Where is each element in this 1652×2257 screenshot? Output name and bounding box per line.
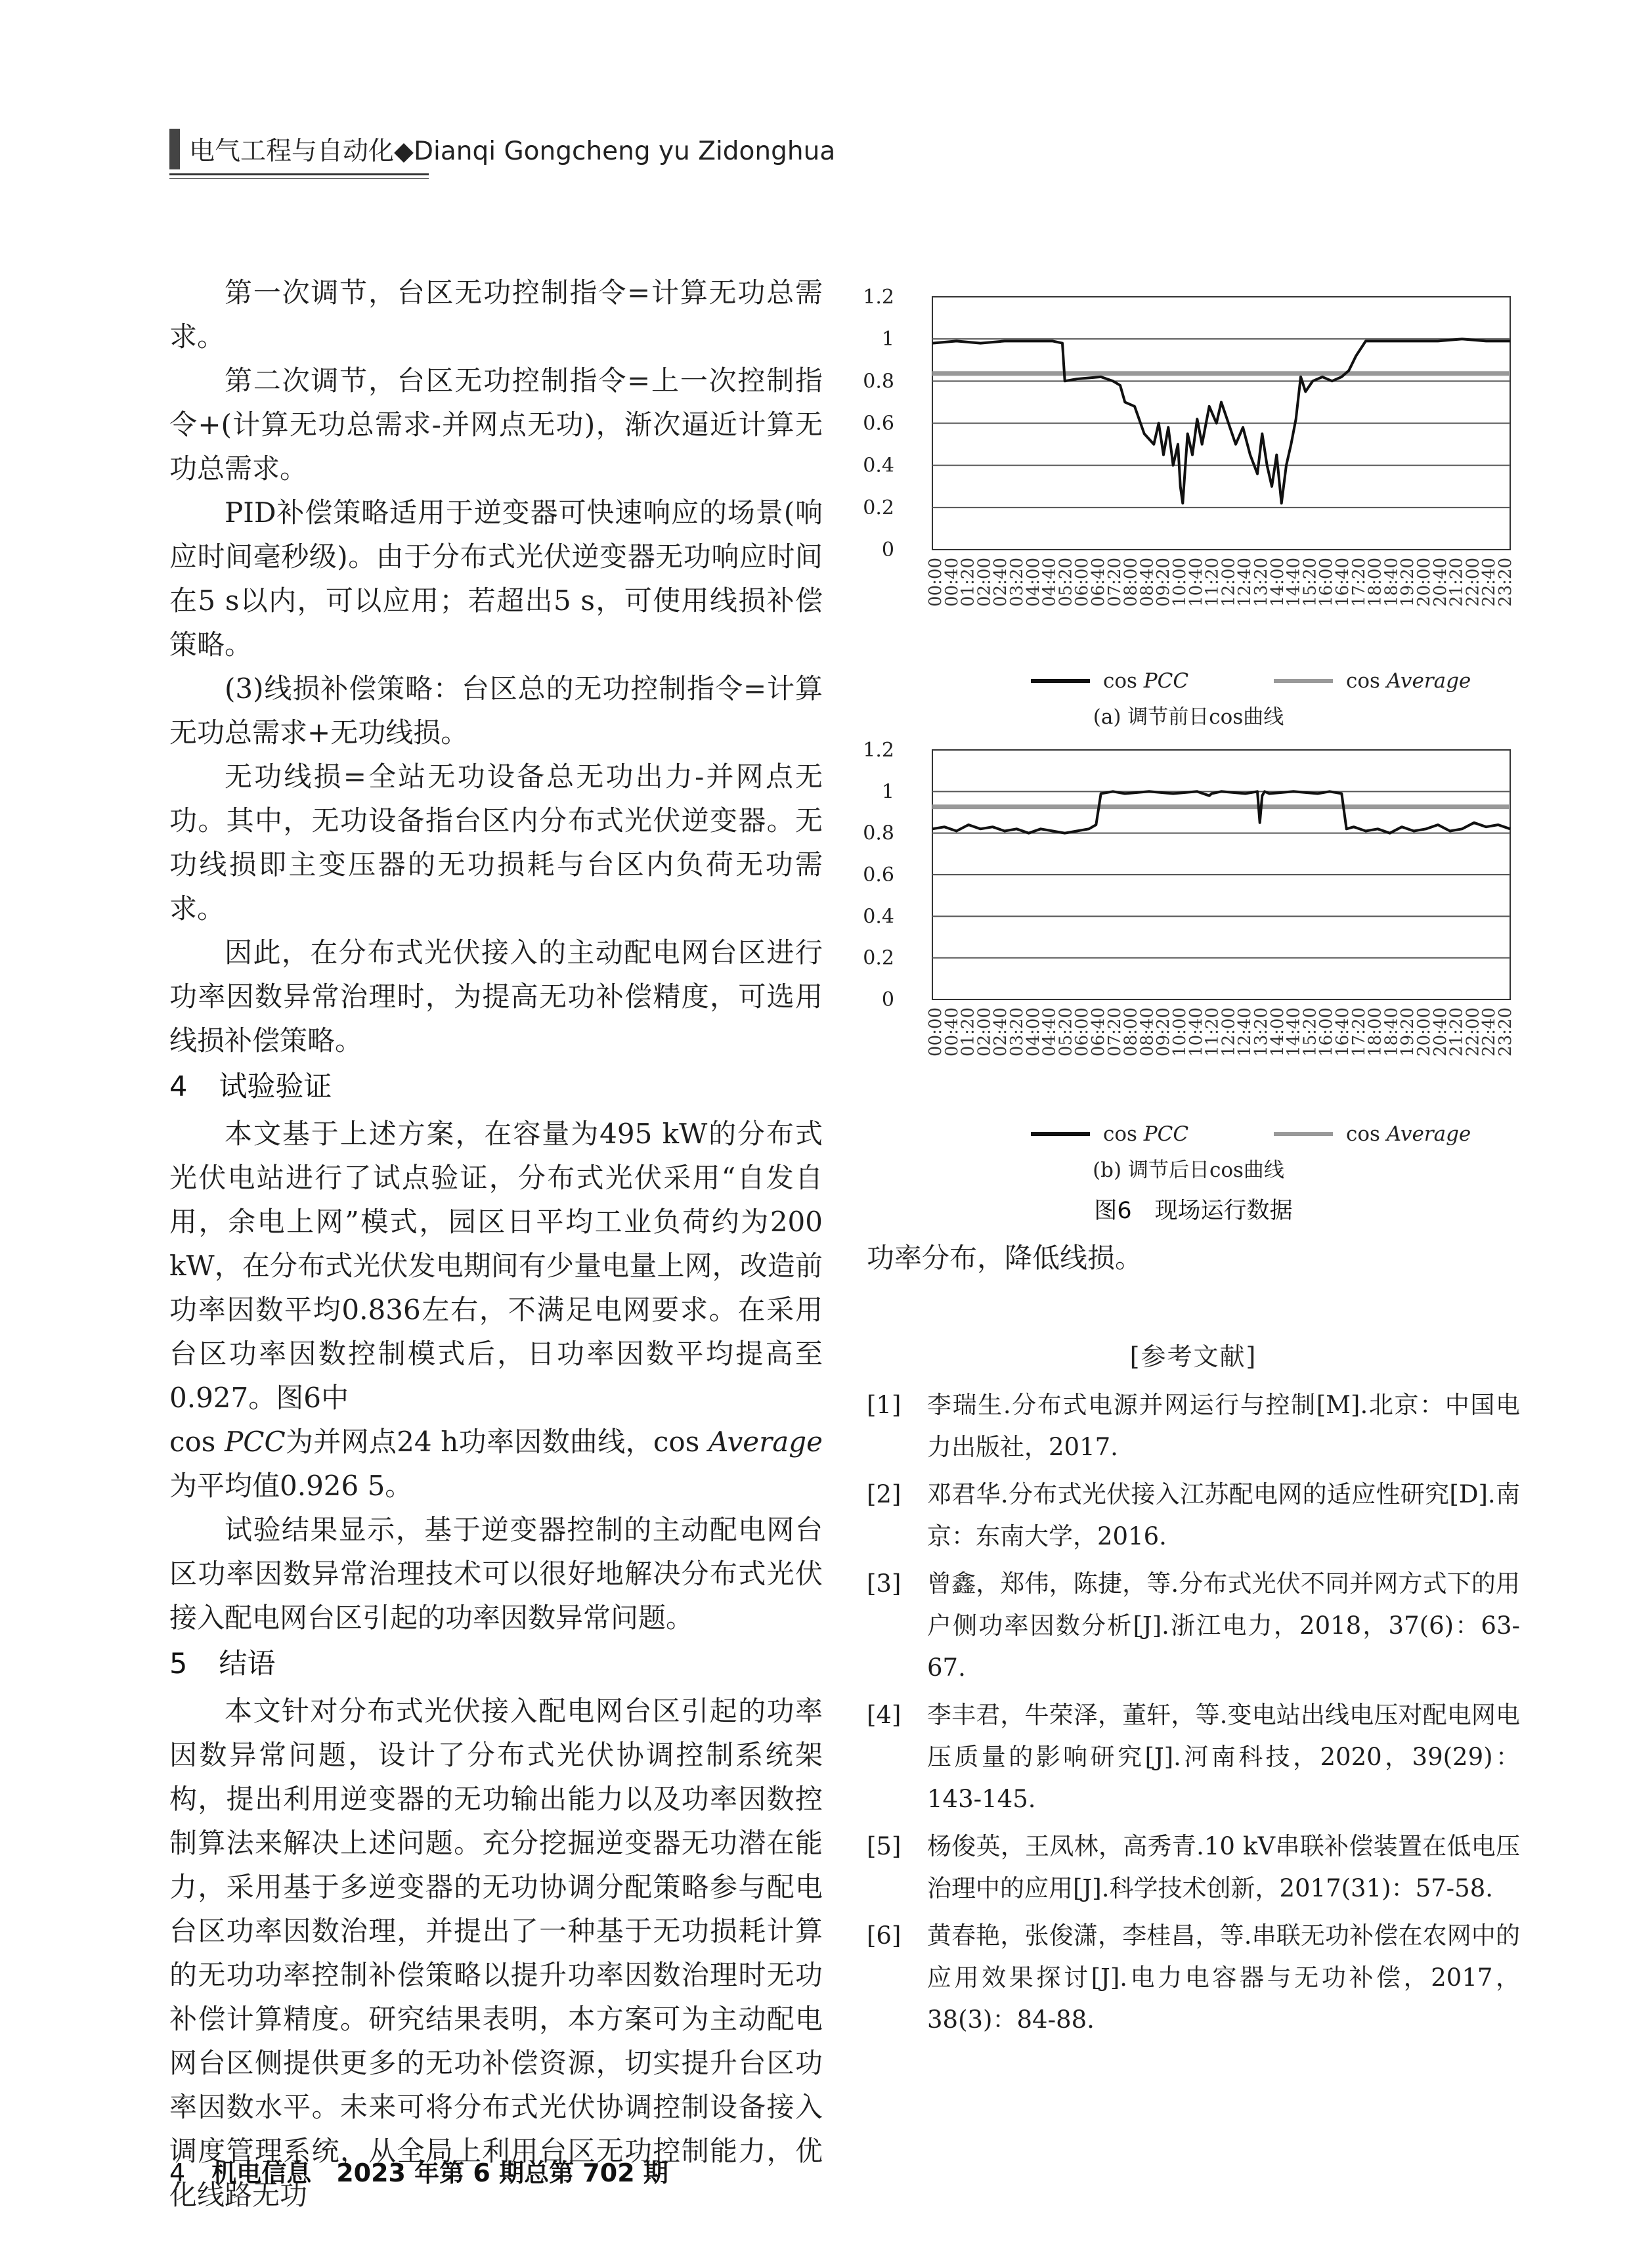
x-tick-label: 02:40 — [991, 1007, 1011, 1057]
paragraph: 本文基于上述方案，在容量为495 kW的分布式光伏电站进行了试点验证，分布式光伏采用“自发自用，余电上网”模式，园区日平均工业负荷约为200 kW，在分布式光伏发电期间有少量电量上网，改造前功率因数平均0.836左右，不满足电网要求。在采用台区功率因数控制模式后，日功率因数平均提高至0.927。图6中 — [169, 1118, 823, 1414]
y-tick-label: 0.8 — [863, 370, 894, 393]
x-tick-label: 05:20 — [1056, 1007, 1076, 1057]
x-tick-label: 02:00 — [974, 558, 995, 607]
legend-label-pcc — [1103, 1122, 1188, 1146]
x-tick-label: 17:20 — [1349, 1007, 1369, 1057]
legend-text-italic: Average — [1386, 669, 1471, 693]
x-tick-label: 00:40 — [942, 1007, 962, 1057]
section-number: 5 — [169, 1648, 188, 1680]
y-tick-label: 1.2 — [863, 739, 894, 762]
paragraph: 功率分布，降低线损。 — [867, 1242, 1143, 1274]
x-tick-label: 10:40 — [1186, 1007, 1206, 1057]
reference-text: 黄春艳，张俊潇，李桂昌，等.串联无功补偿在农网中的应用效果探讨[J].电力电容器与无功补偿，2017，38(3)：84-88. — [927, 1921, 1520, 2034]
text-run-italic: PCC — [225, 1426, 286, 1458]
page-number: 4 — [169, 2158, 186, 2187]
section-title: 试验验证 — [219, 1070, 332, 1103]
legend-text: cos — [1346, 669, 1387, 693]
series-pcc-line — [932, 339, 1510, 503]
x-tick-label: 04:40 — [1039, 558, 1060, 607]
reference-number: [3] — [867, 1569, 902, 1598]
reference-text: 李瑞生.分布式电源并网运行与控制[M].北京：中国电力出版社，2017. — [927, 1391, 1520, 1461]
running-head-rule-thin — [169, 178, 429, 179]
x-tick-label: 01:20 — [958, 558, 978, 607]
y-tick-label: 0.2 — [863, 496, 894, 519]
y-tick-label: 0 — [881, 988, 894, 1011]
x-tick-label: 09:20 — [1154, 1007, 1174, 1057]
x-tick-label: 21:20 — [1446, 1007, 1467, 1057]
y-tick-label: 0.4 — [863, 454, 894, 477]
x-tick-label: 02:00 — [974, 1007, 995, 1057]
reference-text: 李丰君，牛荣泽，董轩，等.变电站出线电压对配电网电压质量的影响研究[J].河南科技，2020，39(29)：143-145. — [927, 1701, 1520, 1813]
reference-number: [6] — [867, 1921, 902, 1950]
legend-label-average — [1346, 669, 1471, 693]
figure-caption: 图6 现场运行数据 — [1094, 1198, 1293, 1224]
chart-a — [863, 271, 1520, 730]
section-number: 4 — [169, 1070, 188, 1103]
x-tick-label: 18:40 — [1381, 1007, 1402, 1057]
references-title: [参考文献] — [1129, 1342, 1257, 1371]
right-column — [863, 271, 1520, 2046]
x-tick-label: 04:00 — [1023, 558, 1043, 607]
figure-6 — [863, 271, 1520, 1225]
reference-text: 杨俊英，王凤林，高秀青.10 kV串联补偿装置在低电压治理中的应用[J].科学技术创新，2017(31)：57-58. — [927, 1832, 1520, 1902]
x-tick-label: 06:40 — [1089, 558, 1108, 607]
x-tick-label: 08:40 — [1137, 1007, 1158, 1057]
x-tick-label: 16:00 — [1316, 1007, 1337, 1057]
running-head-text: 电气工程与自动化◆Dianqi Gongcheng yu Zidonghua — [189, 137, 836, 166]
text-run: 为并网点24 h功率因数曲线，cos — [285, 1426, 708, 1458]
x-tick-label: 22:40 — [1479, 1007, 1500, 1057]
x-tick-label: 00:40 — [942, 558, 962, 607]
x-tick-label: 23:20 — [1496, 558, 1515, 607]
x-tick-label: 11:20 — [1202, 1007, 1223, 1057]
x-tick-label: 04:00 — [1023, 1007, 1043, 1057]
x-tick-label: 07:20 — [1104, 1007, 1125, 1057]
left-column — [169, 271, 823, 2217]
text-run-italic: Average — [708, 1426, 823, 1458]
page-footer — [169, 2153, 668, 2189]
x-tick-label: 22:40 — [1479, 557, 1500, 607]
reference-number: [5] — [867, 1832, 902, 1860]
paragraph: 无功线损=全站无功设备总无功出力-并网点无功。其中，无功设备指台区内分布式光伏逆变器。无功线损即主变压器的无功损耗与台区内负荷无功需求。 — [169, 760, 823, 925]
x-tick-label: 19:20 — [1398, 558, 1418, 607]
x-tick-label: 12:00 — [1219, 1007, 1239, 1057]
x-tick-label: 06:00 — [1072, 558, 1093, 607]
x-tick-label: 22:00 — [1463, 558, 1483, 607]
x-tick-label: 06:00 — [1072, 1007, 1093, 1057]
reference-number: [2] — [867, 1480, 902, 1508]
legend-label-pcc — [1103, 669, 1188, 693]
section-heading-4 — [169, 1065, 823, 1109]
x-tick-label: 20:40 — [1430, 1007, 1450, 1057]
running-head-bar — [169, 129, 180, 169]
x-tick-label: 12:40 — [1235, 558, 1255, 607]
running-head-rule — [169, 173, 429, 175]
x-tick-label: 08:00 — [1121, 558, 1141, 607]
paragraph: 试验结果显示，基于逆变器控制的主动配电网台区功率因数异常治理技术可以很好地解决分布式光伏接入配电网台区引起的功率因数异常问题。 — [169, 1514, 823, 1634]
x-tick-label: 09:20 — [1154, 558, 1174, 607]
references-list — [867, 1384, 1520, 2041]
x-tick-label: 14:40 — [1284, 558, 1304, 607]
paragraph — [169, 1420, 823, 1508]
y-tick-label: 0.6 — [863, 864, 894, 887]
x-tick-label: 02:40 — [991, 558, 1011, 607]
x-tick-label: 21:20 — [1446, 558, 1467, 607]
x-tick-label: 08:40 — [1137, 558, 1158, 607]
x-tick-label: 22:00 — [1463, 1007, 1483, 1057]
x-tick-label: 20:00 — [1414, 1007, 1434, 1057]
reference-item — [867, 1694, 1520, 1820]
subfigure-caption: (a) 调节前日cos曲线 — [1093, 705, 1284, 729]
legend-label-average — [1346, 1122, 1471, 1146]
paragraph: 本文针对分布式光伏接入配电网台区引起的功率因数异常问题，设计了分布式光伏协调控制系统架构，提出利用逆变器的无功输出能力以及功率因数控制算法来解决上述问题。充分挖掘逆变器无功潜在能力，采用基于多逆变器的无功协调分配策略参与配电台区功率因数治理，并提出了一种基于无功损耗计算的无功功率控制补偿策略以提升功率因数治理时无功补偿计算精度。研究结果表明，本方案可为主动配电网台区侧提供更多的无功补偿资源，切实提升台区功率因数水平。未来可将分布式光伏协调控制设备接入调度管理系统，从全局上利用台区无功控制能力，优化线路无功 — [169, 1695, 823, 2211]
paragraph: 第二次调节，台区无功控制指令=上一次控制指令+(计算无功总需求-并网点无功)，渐次逼近计算无功总需求。 — [169, 364, 823, 485]
legend-text: cos — [1103, 1122, 1144, 1146]
x-tick-label: 19:20 — [1398, 1007, 1418, 1057]
legend-text: cos — [1346, 1122, 1387, 1146]
y-tick-label: 0 — [881, 538, 894, 561]
running-head — [169, 126, 835, 172]
x-tick-label: 12:00 — [1219, 558, 1239, 607]
paragraph: PID补偿策略适用于逆变器可快速响应的场景(响应时间毫秒级)。由于分布式光伏逆变器无功响应时间在5 s以内，可以应用；若超出5 s，可使用线损补偿策略。 — [169, 496, 823, 661]
text-run: 为平均值0.926 5。 — [169, 1470, 413, 1502]
legend-text: cos — [1103, 669, 1144, 693]
reference-item — [867, 1384, 1520, 1468]
x-tick-label: 03:20 — [1007, 1007, 1027, 1057]
section-heading-5 — [169, 1642, 823, 1686]
legend-text-italic: PCC — [1143, 1122, 1189, 1146]
x-tick-label: 16:40 — [1333, 1007, 1353, 1057]
paragraph: 第一次调节，台区无功控制指令=计算无功总需求。 — [169, 276, 823, 353]
reference-number: [1] — [867, 1391, 902, 1419]
x-tick-label: 00:00 — [926, 1007, 946, 1057]
reference-item — [867, 1826, 1520, 1910]
y-tick-label: 1 — [881, 328, 894, 351]
x-tick-label: 16:00 — [1316, 558, 1337, 607]
x-tick-label: 18:00 — [1365, 558, 1385, 607]
section-title: 结语 — [219, 1648, 276, 1680]
legend-text-italic: PCC — [1143, 669, 1189, 693]
journal-info: 机电信息 2023 年第 6 期总第 702 期 — [211, 2158, 668, 2187]
x-tick-label: 20:40 — [1430, 558, 1450, 607]
reference-item — [867, 1915, 1520, 2041]
x-tick-label: 05:20 — [1056, 558, 1076, 607]
x-tick-label: 07:20 — [1104, 558, 1125, 607]
x-tick-label: 18:40 — [1381, 558, 1402, 607]
reference-item — [867, 1563, 1520, 1689]
x-tick-label: 00:00 — [926, 558, 946, 607]
x-tick-label: 14:00 — [1267, 1007, 1288, 1057]
x-tick-label: 18:00 — [1365, 1007, 1385, 1057]
x-tick-label: 03:20 — [1007, 558, 1027, 607]
y-tick-label: 0.8 — [863, 822, 894, 845]
x-tick-label: 16:40 — [1333, 558, 1353, 607]
x-tick-label: 14:00 — [1267, 558, 1288, 607]
reference-number: [4] — [867, 1701, 902, 1729]
x-tick-label: 06:40 — [1089, 1007, 1108, 1057]
y-tick-label: 0.2 — [863, 946, 894, 970]
y-tick-label: 0.6 — [863, 412, 894, 435]
series-pcc-line — [932, 791, 1510, 833]
paragraph: 因此，在分布式光伏接入的主动配电网台区进行功率因数异常治理时，为提高无功补偿精度，可选用线损补偿策略。 — [169, 936, 823, 1057]
x-tick-label: 04:40 — [1039, 1007, 1060, 1057]
reference-text: 邓君华.分布式光伏接入江苏配电网的适应性研究[D].南京：东南大学，2016. — [927, 1480, 1520, 1550]
reference-item — [867, 1474, 1520, 1558]
x-tick-label: 01:20 — [958, 1007, 978, 1057]
x-tick-label: 14:40 — [1284, 1007, 1304, 1057]
x-tick-label: 10:40 — [1186, 558, 1206, 607]
x-tick-label: 15:20 — [1300, 558, 1320, 607]
x-tick-label: 20:00 — [1414, 558, 1434, 607]
y-tick-label: 1 — [881, 780, 894, 804]
y-tick-label: 0.4 — [863, 905, 894, 929]
y-tick-label: 1.2 — [863, 286, 894, 309]
reference-text: 曾鑫，郑伟，陈捷，等.分布式光伏不同并网方式下的用户侧功率因数分析[J].浙江电力，2018，37(6)：63-67. — [927, 1569, 1520, 1682]
x-tick-label: 08:00 — [1121, 1007, 1141, 1057]
legend-text-italic: Average — [1386, 1122, 1471, 1146]
x-tick-label: 15:20 — [1300, 1007, 1320, 1057]
x-tick-label: 12:40 — [1235, 1007, 1255, 1057]
x-tick-label: 10:00 — [1170, 558, 1190, 607]
subfigure-caption: (b) 调节后日cos曲线 — [1093, 1158, 1284, 1182]
x-tick-label: 11:20 — [1202, 558, 1223, 607]
chart-b — [863, 730, 1520, 1183]
x-tick-label: 13:20 — [1251, 558, 1271, 607]
paragraph: (3)线损补偿策略：台区总的无功控制指令=计算无功总需求+无功线损。 — [169, 672, 823, 749]
x-tick-label: 10:00 — [1170, 1007, 1190, 1057]
x-tick-label: 17:20 — [1349, 558, 1369, 607]
x-tick-label: 13:20 — [1251, 1007, 1271, 1057]
text-run: cos — [169, 1426, 225, 1458]
x-tick-label: 23:20 — [1496, 1007, 1515, 1057]
